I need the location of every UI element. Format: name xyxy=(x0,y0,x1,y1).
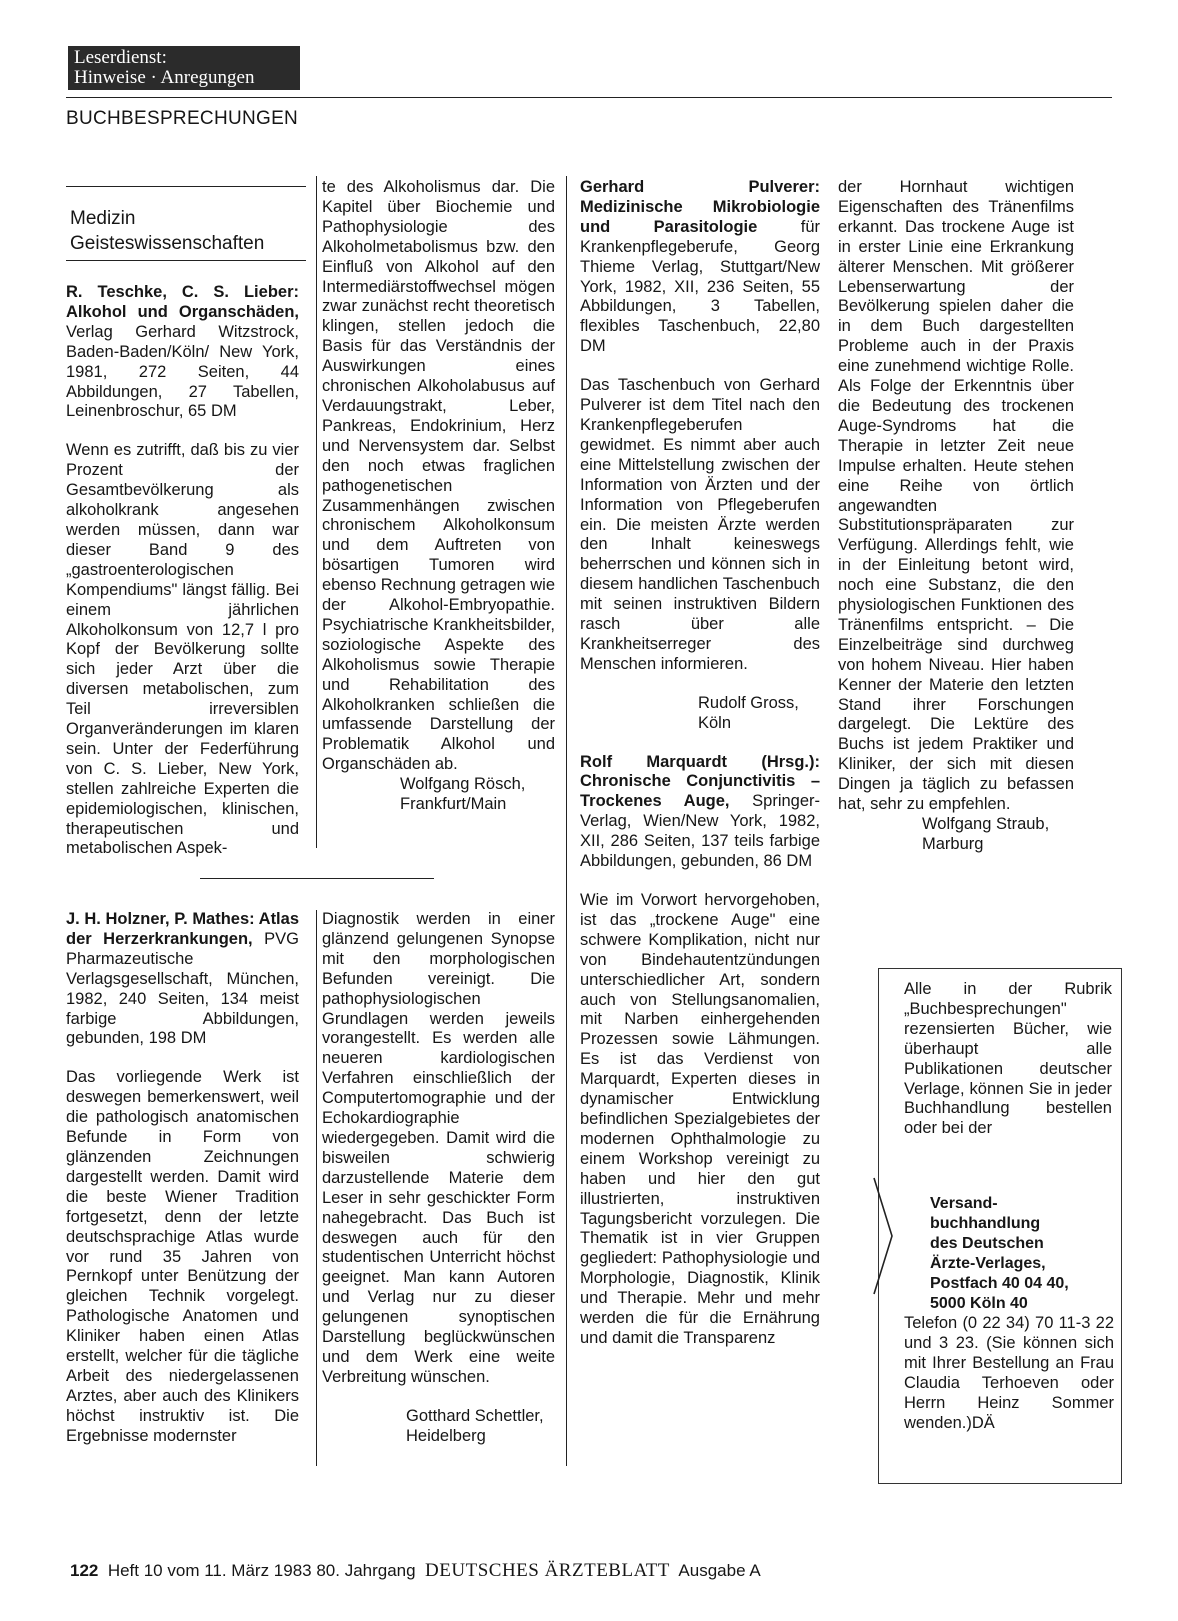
review-teschke-col2 xyxy=(322,178,555,815)
review-marquardt-bib: Springer-Verlag, Wien/New York, 1982, XII, 286 Seiten, 137 teils farbige Abbildungen, gebunden, 86 DM xyxy=(580,792,820,871)
header-rule xyxy=(66,97,1112,98)
review-teschke-body-b: te des Alkoholismus dar. Die Kapitel über Biochemie und Pathophysiologie des Alkoholmetabolismus bzw. den Einfluß von Alkohol auf den Intermediärstoffwechsel mögen zwar zunächst recht theoretisch klingen, stellen jedoch die Basis für das Verständnis der Auswirkungen eines chronischen Alkoholabusus auf Verdauungstrakt, Leber, Pankreas, Endokrinium, Herz und Nervensystem dar. Selbst den noch etwas fraglichen pathogenetischen Zusammenhängen zwischen chronischem Alkoholkonsum und dem Auftreten von bösartigen Tumoren wird ebenso Rechnung getragen wie der Alkohol-Embryopathie. Psychiatrische Krankheitsbilder, soziologische Aspekte des Alkoholismus sowie Therapie und Rehabilitation des Alkoholkranken schließen die umfassende Darstellung der Problematik Alkohol und Organschäden ab. xyxy=(322,178,556,774)
review-holzner-signature xyxy=(406,1407,555,1447)
order-address-line: Ärzte-Verlages, xyxy=(930,1254,1046,1272)
column-divider-2 xyxy=(566,176,567,1466)
review-separator-rule xyxy=(200,878,434,879)
review-holzner-title: J. H. Holzner, P. Mathes: Atlas der Herzerkrankungen, xyxy=(66,910,299,948)
review-pulverer-signature xyxy=(698,694,820,734)
category-bottom-rule xyxy=(66,260,306,261)
review-marquardt-body-b: der Hornhaut wichtigen Eigenschaften des Tränenfilms erkannt. Das trockene Auge ist in erster Linie eine Erkrankung älterer Menschen. Mit größerer Lebenserwartung der Bevölkerung spielen daher die in dem Buch dargestellten Probleme auch in der Praxis eine zunehmend wichtige Rolle. Als Folge der Erkenntnis über die Bedeutung des trockenen Auge-Syndroms hat die Therapie in letzter Zeit neue Impulse erhalten. Heute stehen eine Reihe von örtlich angewandten Substitutionspräparaten zur Verfügung. Allerdings fehlt, wie in der Einleitung betont wird, noch eine Substanz, die den physiologischen Funktionen des Tränenfilms entspricht. – Die Einzelbeiträge sind durchweg von hohem Niveau. Hier haben Kenner der Materie den letzten Stand ihrer Forschungen dargelegt. Die Lektüre des Buchs ist jedem Praktiker und Kliniker, der sich mit diesen Dingen ja täglich zu befassen hat, sehr zu empfehlen. xyxy=(838,178,1074,814)
column-3 xyxy=(580,178,820,1349)
review-teschke-col1 xyxy=(66,283,299,859)
review-holzner-bib: PVG Pharmazeutische Verlagsgesellschaft, München, 1982, 240 Seiten, 134 meist farbige Abbildungen, gebunden, 198 DM xyxy=(66,929,299,1048)
section-label-line1: Leserdienst: xyxy=(74,47,167,68)
order-address-line: 5000 Köln 40 xyxy=(930,1294,1028,1312)
section-label-line2: Hinweise · Anregungen xyxy=(74,67,255,88)
page-footer xyxy=(70,1560,761,1582)
order-address-line: buchhandlung xyxy=(930,1214,1041,1232)
order-phone-text: Telefon (0 22 34) 70 11-3 22 und 3 23. (Sie können sich mit Ihrer Bestellung an Frau Claudia Terhoeven oder Herrn Heinz Sommer wenden.)DÄ xyxy=(904,1314,1114,1432)
column-divider-3 xyxy=(316,910,317,1466)
journal-name: DEUTSCHES ÄRZTEBLATT xyxy=(425,1560,670,1581)
review-pulverer-bib: für Krankenpflegeberufe, Georg Thieme Verlag, Stuttgart/New York, 1982, XII, 236 Seiten, 55 Abbildungen, 3 Tabellen, flexibles Taschenbuch, 22,80 DM xyxy=(580,217,820,356)
review-teschke-bib: Verlag Gerhard Witzstrock, Baden-Baden/Köln/ New York, 1981, 272 Seiten, 44 Abbildungen, 27 Tabellen, Leinenbroschur, 65 DM xyxy=(66,322,299,421)
review-pulverer-sig-city: Köln xyxy=(698,713,732,732)
page-heading: BUCHBESPRECHUNGEN xyxy=(66,108,299,129)
review-marquardt-col4 xyxy=(838,178,1074,855)
review-pulverer-title: Gerhard Pulverer: Medizinische Mikrobiologie und Parasitologie xyxy=(580,178,820,236)
review-teschke-sig-name: Wolfgang Rösch, xyxy=(400,775,526,794)
order-address xyxy=(930,1194,1120,1313)
review-marquardt-title: Rolf Marquardt (Hrsg.): Chronische Conjunctivitis – Trockenes Auge, xyxy=(580,752,820,811)
review-holzner-sig-name: Gotthard Schettler, xyxy=(406,1406,544,1425)
review-teschke-sig-city: Frankfurt/Main xyxy=(400,795,507,814)
review-holzner-col2 xyxy=(322,910,555,1447)
edition-info: Ausgabe A xyxy=(678,1561,761,1580)
category-line2: Geisteswissenschaften xyxy=(70,233,265,254)
issue-info: Heft 10 vom 11. März 1983 80. Jahrgang xyxy=(107,1561,416,1580)
review-pulverer-body: Das Taschenbuch von Gerhard Pulverer ist dem Titel nach den Krankenpflegeberufen gewidmet. Es nimmt aber auch eine Mittelstellung zwischen der Information von Ärzten und der Information von Pflegeberufen ein. Die meisten Ärzte werden den Inhalt keineswegs beherrschen und können sich in diesem handlichen Taschenbuch mit seinen instruktiven Bildern rasch über alle Krankheitserreger des Menschen informieren. xyxy=(580,376,820,673)
column-divider-1 xyxy=(316,176,317,848)
category-title xyxy=(70,206,310,256)
review-holzner-body-a: Das vorliegende Werk ist deswegen bemerkenswert, weil die pathologisch anatomischen Befunde in Form von glänzenden Zeichnungen dargestellt werden. Damit wird die beste Wiener Tradition fortgesetzt, denn der letzte deutschsprachige Atlas wurde vor rund 35 Jahren von Pernkopf unter Benützung der gleichen Technik vorgelegt. Pathologische Anatomen und Kliniker haben einen Atlas erstellt, welcher für die tägliche Arbeit des niedergelassenen Arztes, aber auch des Klinikers höchst instruktiv ist. Die Ergebnisse modernster xyxy=(66,1068,299,1445)
review-holzner-body-b: Diagnostik werden in einer glänzend gelungenen Synopse mit den morphologischen Befunden vereinigt. Die pathophysiologischen Grundlagen werden jeweils vorangestellt. Es werden alle neueren kardiologischen Verfahren einschließlich der Computertomographie und der Echokardiographie wiedergegeben. Damit wird die bisweilen schwierig darzustellende Materie dem Leser in sehr geschickter Form nahegebracht. Das Buch ist deswegen auch für den studentischen Unterricht höchst geeignet. Man kann Autoren und Verlag nur zu dieser gelungenen synoptischen Darstellung beglückwünschen und dem Werk eine weite Verbreitung wünschen. xyxy=(322,910,555,1386)
review-teschke-title: R. Teschke, C. S. Lieber: Alkohol und Organschäden, xyxy=(66,283,299,321)
review-teschke-signature xyxy=(400,775,555,815)
page-number: 122 xyxy=(70,1561,99,1580)
review-pulverer-sig-name: Rudolf Gross, xyxy=(698,693,799,712)
section-label-box xyxy=(68,46,300,90)
order-address-line: Postfach 40 04 40, xyxy=(930,1274,1069,1292)
review-marquardt-signature xyxy=(922,815,1074,855)
angle-bracket-icon xyxy=(870,1176,896,1296)
order-address-line: Versand- xyxy=(930,1195,998,1212)
review-marquardt-sig-city: Marburg xyxy=(922,834,984,853)
category-top-rule xyxy=(66,186,306,187)
review-marquardt-body-a: Wie im Vorwort hervorgehoben, ist das „trockene Auge" eine schwere Komplikation, nicht nur von Bindehautentzündungen unterschiedlicher Art, sondern auch von Stellungsanomalien, mit Narben einhergehenden Prozessen sowie Lähmungen. Es ist das Verdienst von Marquardt, Experten dieses in dynamischer Entwicklung befindlichen Spezialgebietes der modernen Ophthalmologie zu einem Workshop vereinigt zu haben und hier den gut illustrierten, instruktiven Tagungsbericht vorzulegen. Die Thematik ist in vier Gruppen gegliedert: Pathophysiologie und Morphologie, Diagnostik, Klinik und Therapie. Mehr und mehr werden die für die Ernährung und damit die Transparenz xyxy=(580,891,820,1347)
order-info-intro: Alle in der Rubrik „Buchbesprechungen" rezensierten Bücher, wie überhaupt alle Publikationen deutscher Verlage, können Sie in jeder Buchhandlung bestellen oder bei der xyxy=(904,980,1112,1138)
review-holzner-sig-city: Heidelberg xyxy=(406,1426,486,1445)
category-line1: Medizin xyxy=(70,208,136,229)
review-marquardt-sig-name: Wolfgang Straub, xyxy=(922,815,1050,833)
order-address-line: des Deutschen xyxy=(930,1234,1044,1252)
review-teschke-body-a: Wenn es zutrifft, daß bis zu vier Prozent der Gesamtbevölkerung als alkoholkrank angesehen werden müssen, dann war dieser Band 9 des „gastroenterologischen Kompendiums" längst fällig. Bei einem jährlichen Alkoholkonsum von 12,7 l pro Kopf der Bevölkerung sollte sich jeder Arzt über die diversen metabolischen, zum Teil irreversiblen Organveränderungen im klaren sein. Unter der Federführung von C. S. Lieber, New York, stellen zahlreiche Experten die epidemiologischen, klinischen, therapeutischen und metabolischen Aspek- xyxy=(66,441,299,858)
review-holzner-col1 xyxy=(66,910,299,1447)
